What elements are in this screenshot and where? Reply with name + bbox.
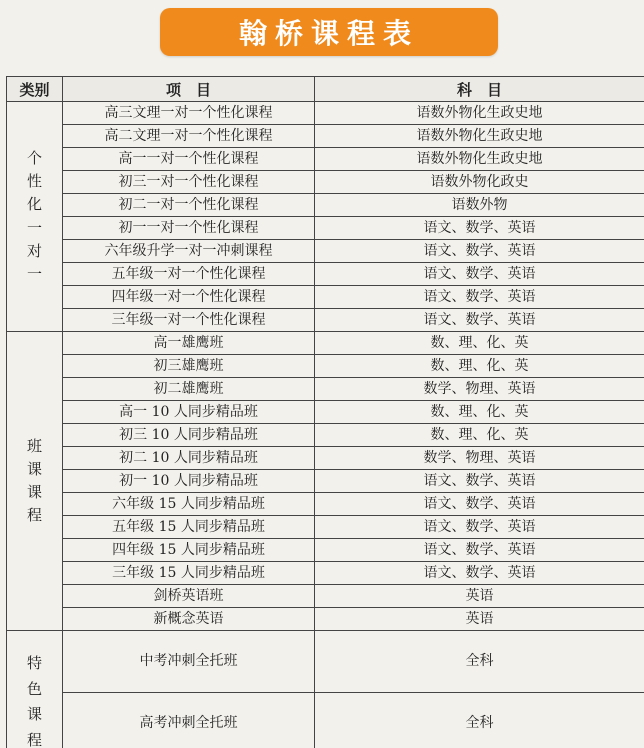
item-cell: 高二文理一对一个性化课程 [63,125,315,148]
table-row [7,424,644,447]
subject-cell: 语文、数学、英语 [315,516,644,539]
table-row [7,470,644,493]
table-row [7,263,644,286]
subject-cell: 数、理、化、英 [315,424,644,447]
table-row [7,401,644,424]
item-cell: 高三文理一对一个性化课程 [63,102,315,125]
table-row [7,171,644,194]
table-row [7,608,644,631]
subject-cell: 数、理、化、英 [315,332,644,355]
item-cell: 高一 10 人同步精品班 [63,401,315,424]
table-row [7,447,644,470]
subject-cell: 全科 [315,631,644,693]
item-cell: 高考冲刺全托班 [63,692,315,748]
item-cell: 初一 10 人同步精品班 [63,470,315,493]
item-cell: 初一一对一个性化课程 [63,217,315,240]
subject-cell: 数学、物理、英语 [315,378,644,401]
item-cell: 高一雄鹰班 [63,332,315,355]
item-cell: 新概念英语 [63,608,315,631]
category-cell: 班课课程 [7,332,63,631]
item-cell: 六年级 15 人同步精品班 [63,493,315,516]
item-cell: 五年级 15 人同步精品班 [63,516,315,539]
table-row [7,539,644,562]
item-cell: 初三一对一个性化课程 [63,171,315,194]
table-row [7,516,644,539]
table-row [7,562,644,585]
subject-cell: 全科 [315,692,644,748]
subject-cell: 英语 [315,585,644,608]
item-cell: 四年级 15 人同步精品班 [63,539,315,562]
subject-cell: 数、理、化、英 [315,355,644,378]
subject-cell: 语文、数学、英语 [315,539,644,562]
subject-cell: 语数外物化生政史地 [315,148,644,171]
item-cell: 中考冲刺全托班 [63,631,315,693]
item-cell: 六年级升学一对一冲刺课程 [63,240,315,263]
subject-cell: 语文、数学、英语 [315,470,644,493]
item-cell: 初二雄鹰班 [63,378,315,401]
item-cell: 初三 10 人同步精品班 [63,424,315,447]
header-subject: 科 目 [315,77,644,102]
table-row [7,692,644,748]
category-cell: 特色课程 [7,631,63,748]
item-cell: 四年级一对一个性化课程 [63,286,315,309]
subject-cell: 语文、数学、英语 [315,493,644,516]
subject-cell: 数学、物理、英语 [315,447,644,470]
table-row [7,309,644,332]
item-cell: 高一一对一个性化课程 [63,148,315,171]
subject-cell: 语文、数学、英语 [315,309,644,332]
table-row [7,148,644,171]
table-header-row [7,77,644,102]
item-cell: 初二一对一个性化课程 [63,194,315,217]
subject-cell: 语数外物化生政史地 [315,102,644,125]
subject-cell: 语数外物化生政史地 [315,125,644,148]
item-cell: 剑桥英语班 [63,585,315,608]
header-item: 项 目 [63,77,315,102]
table-row [7,217,644,240]
item-cell: 三年级一对一个性化课程 [63,309,315,332]
page-title: 翰桥课程表 [160,8,498,56]
subject-cell: 语文、数学、英语 [315,240,644,263]
table-row [7,585,644,608]
table-body [7,102,644,748]
table-row [7,194,644,217]
subject-cell: 语文、数学、英语 [315,217,644,240]
item-cell: 五年级一对一个性化课程 [63,263,315,286]
table-row [7,102,644,125]
header-category: 类别 [7,77,63,102]
table-row [7,125,644,148]
course-table [6,76,644,748]
item-cell: 初二 10 人同步精品班 [63,447,315,470]
subject-cell: 语文、数学、英语 [315,263,644,286]
subject-cell: 语数外物化政史 [315,171,644,194]
subject-cell: 语文、数学、英语 [315,562,644,585]
subject-cell: 语文、数学、英语 [315,286,644,309]
item-cell: 三年级 15 人同步精品班 [63,562,315,585]
table-row [7,355,644,378]
subject-cell: 英语 [315,608,644,631]
table-row [7,631,644,693]
subject-cell: 数、理、化、英 [315,401,644,424]
table-row [7,378,644,401]
category-cell: 个性化一对一 [7,102,63,332]
table-row [7,493,644,516]
subject-cell: 语数外物 [315,194,644,217]
table-row [7,240,644,263]
table-row [7,332,644,355]
table-row [7,286,644,309]
item-cell: 初三雄鹰班 [63,355,315,378]
